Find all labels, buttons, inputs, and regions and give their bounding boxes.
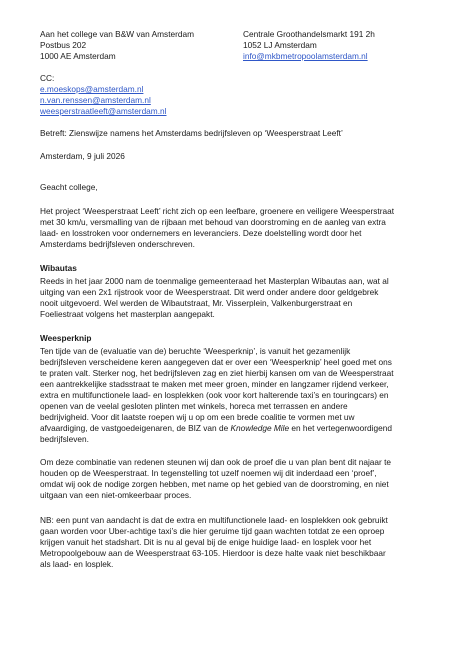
cc-email-link[interactable]: n.van.renssen@amsterdam.nl [40, 95, 151, 105]
section-line: uitging van een 2x1 rijstrook voor de Weesperstraat. Dit werd onder andere door geldgebrek [40, 287, 379, 297]
addressee-po-box: Postbus 202 [40, 40, 87, 50]
sender-address: Centrale Groothandelsmarkt 191 2h [243, 29, 375, 39]
addressee-city: 1000 AE Amsterdam [40, 51, 116, 61]
sender-email-link[interactable]: info@mkbmetropoolamsterdam.nl [243, 51, 368, 61]
paragraph-line: Metropoolgebouw aan de Weesperstraat 63-105. Hierdoor is deze halte vaak niet beschikbaar [40, 548, 386, 558]
cc-label: CC: [40, 73, 55, 83]
section-line: Foeliestraat volgens het masterplan aangepakt. [40, 309, 215, 319]
paragraph-line: gaan worden voor Uber-achtige taxi’s die hier geruime tijd gaan wachten totdat ze een oproep [40, 526, 385, 536]
paragraph-line: Om deze combinatie van redenen steunen wij dan ook de proef die u van plan bent dit najaar te [40, 457, 392, 467]
section-line-mixed [40, 423, 392, 433]
section-line: te praten valt. Sterker nog, het bedrijfsleven zag en ziet hierbij kansen om van de Weesperstraat [40, 368, 394, 378]
section-line: een aantrekkelijke stadsstraat te maken met meer groen, minder en langzamer rijdend verkeer, [40, 379, 389, 389]
section-line: bedrijfsleven verscheidene keren aangegeven dat er over een ‘Weesperknip’ heel goed met ons [40, 357, 392, 367]
paragraph-line: als laad- en losplek. [40, 559, 114, 569]
cc-email-link[interactable]: weesperstraatleeft@amsterdam.nl [40, 106, 167, 116]
paragraph-line: NB: een punt van aandacht is dat de extra en multifunctionele laad- en losplekken ook gebruikt [40, 515, 388, 525]
salutation: Geacht college, [40, 182, 98, 192]
paragraph-line: krijgen vanuit het stadshart. Dit is nu al geval bij de enige huidige laad- en losplek voor het [40, 537, 372, 547]
section-line: bedrijfsleven. [40, 434, 89, 444]
intro-line: laad- en losstroken voor ondernemers en leveranciers. Deze doelstelling wordt door het [40, 228, 362, 238]
paragraph-line: omdat wij ook de nodige zorgen hebben, met name op het gebied van de doorstroming, en niet [40, 479, 389, 489]
intro-line: met 30 km/u, versmalling van de rijbaan met behoud van doorstroming en de aanleg van extra [40, 217, 386, 227]
intro-line: Amsterdams bedrijfsleven onderschreven. [40, 239, 195, 249]
knowledge-mile-italic: Knowledge Mile [230, 423, 290, 433]
section-line: openen van de veelal gesloten plinten met winkels, horeca met terrassen en andere [40, 401, 348, 411]
section-line: bedrijvigheid. Voor dit laatste roepen wij u op om een brede coalitie te vormen met uw [40, 412, 355, 422]
paragraph-line: houden op de Weesperstraat. In tegenstelling tot uzelf noemen wij dit inderdaad een ‘proef’, [40, 468, 377, 478]
intro-line: Het project ‘Weesperstraat Leeft’ richt zich op een leefbare, groenere en veiligere Weesperstraat [40, 206, 395, 216]
section-line: extra en multifunctionele laad- en losplekken (ook voor kort halterende taxi’s en touringcars) en [40, 390, 389, 400]
addressee-name: Aan het college van B&W van Amsterdam [40, 29, 195, 39]
paragraph-line: uitgaan van een niet-omkeerbaar proces. [40, 490, 192, 500]
section-line-text: en het vertegenwoordigend [289, 423, 392, 433]
sender-city: 1052 LJ Amsterdam [243, 40, 317, 50]
letter-date: Amsterdam, 9 juli 2026 [40, 151, 125, 161]
section-line: Ten tijde van de (evaluatie van de) beruchte ‘Weesperknip’, is vanuit het gezamenlijk [40, 346, 351, 356]
section-line: Reeds in het jaar 2000 nam de toenmalige gemeenteraad het Masterplan Wibautas aan, wat al [40, 276, 389, 286]
cc-email-link[interactable]: e.moeskops@amsterdam.nl [40, 84, 144, 94]
section-heading-wibautas: Wibautas [40, 263, 77, 273]
subject-line: Betreft: Zienswijze namens het Amsterdams bedrijfsleven op ‘Weesperstraat Leeft’ [40, 128, 343, 138]
section-line-text: afvaardiging, de vastgoedeigenaren, de BIZ van de [40, 423, 231, 433]
section-line: nooit uitgevoerd. Wel werden de Wibautstraat, Mr. Visserplein, Valkenburgerstraat en [40, 298, 353, 308]
section-heading-weesperknip: Weesperknip [40, 333, 92, 343]
